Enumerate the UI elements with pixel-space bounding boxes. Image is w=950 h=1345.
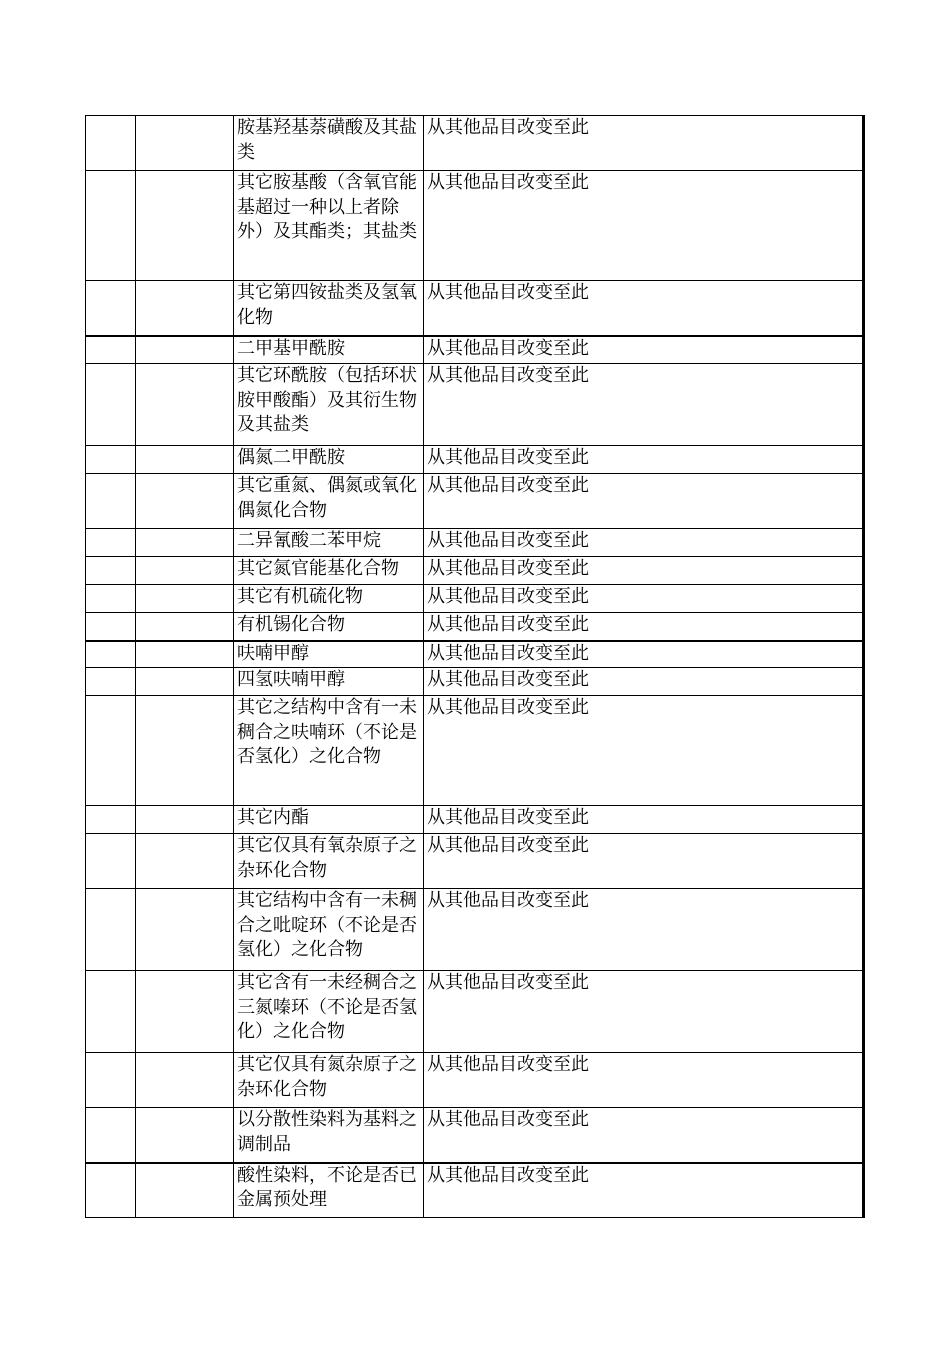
empty-code-cell xyxy=(136,971,234,1053)
goods-description-cell: 其它仅具有氧杂原子之杂环化合物 xyxy=(234,834,424,889)
empty-code-cell xyxy=(86,1108,136,1163)
table-row xyxy=(86,529,864,557)
origin-rule-cell: 从其他品目改变至此 xyxy=(424,364,864,446)
table-row xyxy=(86,834,864,889)
empty-code-cell xyxy=(86,641,136,668)
goods-description-cell: 其它氮官能基化合物 xyxy=(234,557,424,585)
empty-code-cell xyxy=(86,529,136,557)
origin-rule-cell: 从其他品目改变至此 xyxy=(424,696,864,806)
empty-code-cell xyxy=(86,889,136,971)
empty-code-cell xyxy=(86,971,136,1053)
origin-rule-cell: 从其他品目改变至此 xyxy=(424,116,864,171)
table-row xyxy=(86,116,864,171)
goods-description-cell: 酸性染料，不论是否已金属预处理 xyxy=(234,1163,424,1218)
origin-rule-cell: 从其他品目改变至此 xyxy=(424,474,864,529)
table-row xyxy=(86,806,864,834)
empty-code-cell xyxy=(86,364,136,446)
table-row xyxy=(86,557,864,585)
empty-code-cell xyxy=(136,1053,234,1108)
empty-code-cell xyxy=(86,446,136,474)
origin-rule-cell: 从其他品目改变至此 xyxy=(424,1163,864,1218)
goods-description-cell: 其它重氮、偶氮或氧化偶氮化合物 xyxy=(234,474,424,529)
goods-description-cell: 有机锡化合物 xyxy=(234,613,424,641)
empty-code-cell xyxy=(86,336,136,364)
goods-description-cell: 二异氰酸二苯甲烷 xyxy=(234,529,424,557)
table-row xyxy=(86,613,864,641)
empty-code-cell xyxy=(136,529,234,557)
origin-rule-cell: 从其他品目改变至此 xyxy=(424,641,864,668)
goods-description-cell: 其它第四铵盐类及氢氧化物 xyxy=(234,281,424,336)
goods-description-cell: 其它环酰胺（包括环状胺甲酸酯）及其衍生物及其盐类 xyxy=(234,364,424,446)
origin-rule-cell: 从其他品目改变至此 xyxy=(424,971,864,1053)
table-row xyxy=(86,1108,864,1163)
goods-description-cell: 二甲基甲酰胺 xyxy=(234,336,424,364)
empty-code-cell xyxy=(136,889,234,971)
rules-of-origin-table xyxy=(85,115,865,1218)
origin-rule-cell: 从其他品目改变至此 xyxy=(424,557,864,585)
goods-description-cell: 胺基羟基萘磺酸及其盐类 xyxy=(234,116,424,171)
origin-rule-cell: 从其他品目改变至此 xyxy=(424,171,864,281)
goods-description-cell: 其它仅具有氮杂原子之杂环化合物 xyxy=(234,1053,424,1108)
table-row xyxy=(86,171,864,281)
table-row xyxy=(86,889,864,971)
table-row xyxy=(86,281,864,336)
origin-rule-cell: 从其他品目改变至此 xyxy=(424,336,864,364)
empty-code-cell xyxy=(86,116,136,171)
empty-code-cell xyxy=(86,281,136,336)
table-row xyxy=(86,668,864,696)
empty-code-cell xyxy=(86,1053,136,1108)
empty-code-cell xyxy=(136,806,234,834)
empty-code-cell xyxy=(86,834,136,889)
origin-rule-cell: 从其他品目改变至此 xyxy=(424,806,864,834)
empty-code-cell xyxy=(136,613,234,641)
goods-description-cell: 以分散性染料为基料之调制品 xyxy=(234,1108,424,1163)
empty-code-cell xyxy=(136,364,234,446)
empty-code-cell xyxy=(136,171,234,281)
table-row xyxy=(86,446,864,474)
empty-code-cell xyxy=(86,668,136,696)
table-body xyxy=(86,116,864,1218)
empty-code-cell xyxy=(136,834,234,889)
goods-description-cell: 偶氮二甲酰胺 xyxy=(234,446,424,474)
empty-code-cell xyxy=(86,696,136,806)
goods-description-cell: 呋喃甲醇 xyxy=(234,641,424,668)
table-row xyxy=(86,585,864,613)
origin-rule-cell: 从其他品目改变至此 xyxy=(424,1053,864,1108)
origin-rule-cell: 从其他品目改变至此 xyxy=(424,613,864,641)
goods-description-cell: 其它含有一未经稠合之三氮嗪环（不论是否氢化）之化合物 xyxy=(234,971,424,1053)
origin-rule-cell: 从其他品目改变至此 xyxy=(424,446,864,474)
table-row xyxy=(86,971,864,1053)
origin-rule-cell: 从其他品目改变至此 xyxy=(424,834,864,889)
empty-code-cell xyxy=(136,446,234,474)
table-row xyxy=(86,641,864,668)
empty-code-cell xyxy=(136,557,234,585)
goods-description-cell: 其它有机硫化物 xyxy=(234,585,424,613)
empty-code-cell xyxy=(86,171,136,281)
origin-rule-cell: 从其他品目改变至此 xyxy=(424,529,864,557)
table-row xyxy=(86,1053,864,1108)
goods-description-cell: 其它之结构中含有一未稠合之呋喃环（不论是否氢化）之化合物 xyxy=(234,696,424,806)
origin-rule-cell: 从其他品目改变至此 xyxy=(424,1108,864,1163)
empty-code-cell xyxy=(136,336,234,364)
empty-code-cell xyxy=(136,641,234,668)
table-row xyxy=(86,336,864,364)
empty-code-cell xyxy=(86,1163,136,1218)
table-row xyxy=(86,696,864,806)
empty-code-cell xyxy=(136,1108,234,1163)
goods-description-cell: 其它内酯 xyxy=(234,806,424,834)
empty-code-cell xyxy=(136,585,234,613)
table-row xyxy=(86,364,864,446)
table-row xyxy=(86,1163,864,1218)
empty-code-cell xyxy=(86,806,136,834)
empty-code-cell xyxy=(136,116,234,171)
goods-description-cell: 其它胺基酸（含氧官能基超过一种以上者除外）及其酯类；其盐类 xyxy=(234,171,424,281)
empty-code-cell xyxy=(86,557,136,585)
origin-rule-cell: 从其他品目改变至此 xyxy=(424,668,864,696)
origin-rule-cell: 从其他品目改变至此 xyxy=(424,889,864,971)
empty-code-cell xyxy=(136,474,234,529)
empty-code-cell xyxy=(86,613,136,641)
empty-code-cell xyxy=(136,668,234,696)
empty-code-cell xyxy=(86,585,136,613)
goods-description-cell: 四氢呋喃甲醇 xyxy=(234,668,424,696)
origin-rule-cell: 从其他品目改变至此 xyxy=(424,585,864,613)
goods-description-cell: 其它结构中含有一未稠合之吡啶环（不论是否氢化）之化合物 xyxy=(234,889,424,971)
empty-code-cell xyxy=(86,474,136,529)
origin-rule-cell: 从其他品目改变至此 xyxy=(424,281,864,336)
empty-code-cell xyxy=(136,281,234,336)
empty-code-cell xyxy=(136,696,234,806)
table-row xyxy=(86,474,864,529)
empty-code-cell xyxy=(136,1163,234,1218)
